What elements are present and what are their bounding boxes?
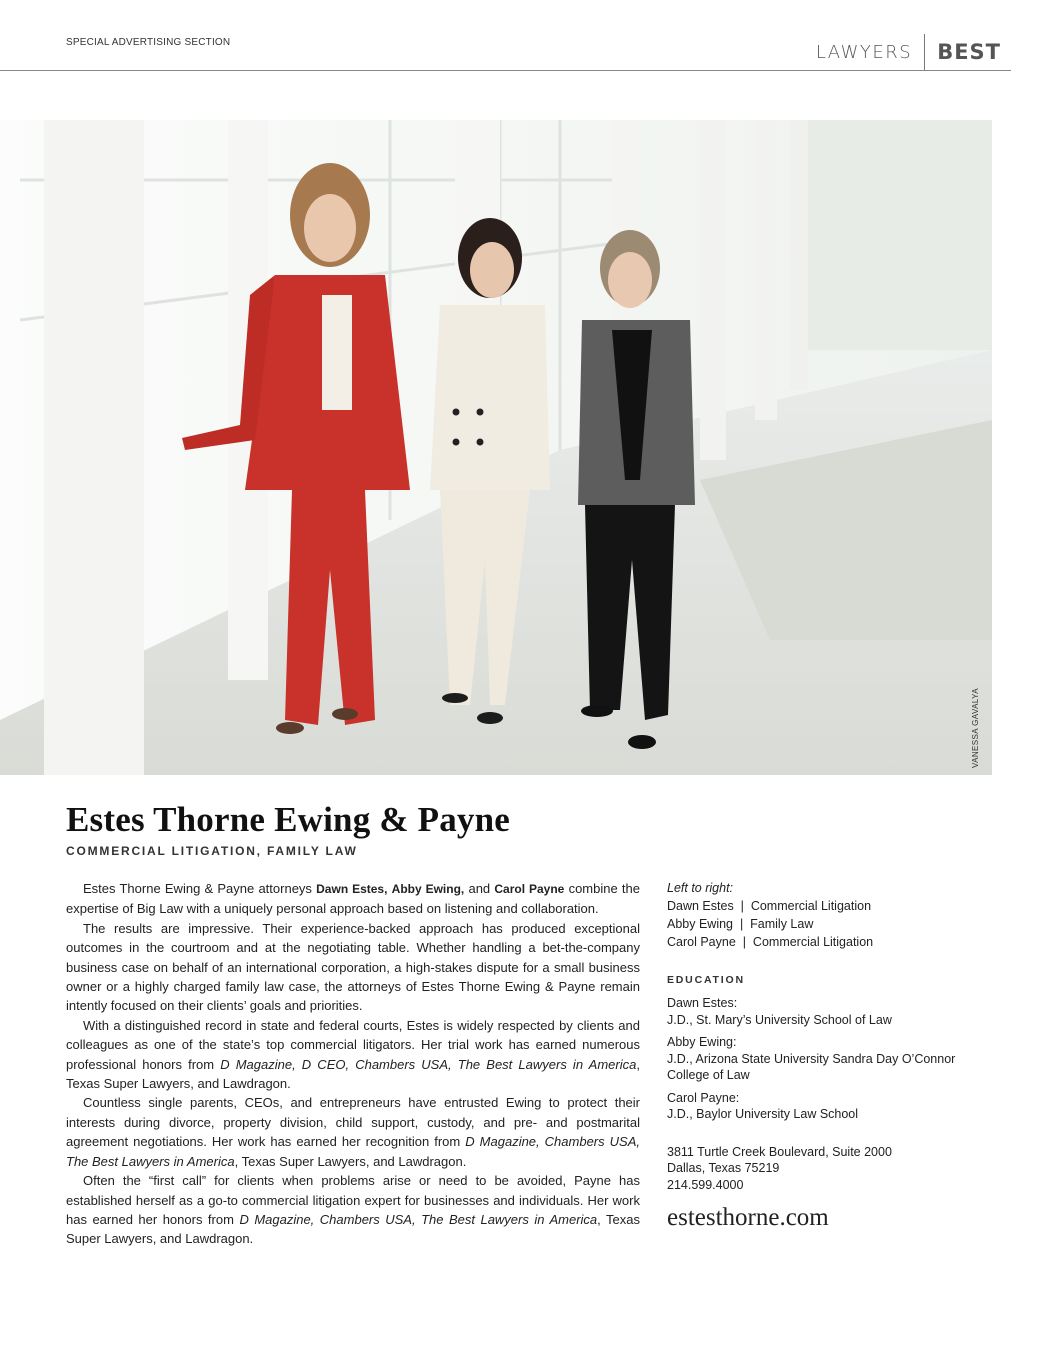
phone-number[interactable]: 214.599.4000 [667,1177,744,1192]
address-city: Dallas, Texas 75219 [667,1161,780,1175]
website-link[interactable]: estesthorne.com [667,1204,829,1231]
practice-areas: COMMERCIAL LITIGATION, FAMILY LAW [66,844,358,858]
photo-illustration [0,120,992,775]
name-dawn-estes: Dawn Estes, [316,882,388,896]
address-street: 3811 Turtle Creek Boulevard, Suite 2000 [667,1144,892,1159]
education-item: Carol Payne: J.D., Baylor University Law School [667,1090,859,1121]
sidebar [667,879,967,1193]
caption-person: Dawn Estes | Commercial Litigation [667,899,872,913]
address-block [667,1144,967,1194]
paragraph-payne: Often the “first call” for clients when problems arise or need to be avoided, Payne has established herself as a go-to commercial litigation expert for businesses and individuals. Her work has earned her honors from D Magazine, Chambers USA, The Best Lawyers in America, Texas Super Lawyers, and Lawdragon. [66,1173,640,1247]
education-heading: EDUCATION [667,974,745,986]
masthead-best: BEST [937,40,1001,64]
attorneys-photo [0,120,992,775]
photo-credit: VANESSA GAVALYA [971,688,980,768]
section-label: SPECIAL ADVERTISING SECTION [66,37,231,48]
name-carol-payne: Carol Payne [494,882,565,896]
article-body [66,879,640,1249]
paragraph-results: The results are impressive. Their experience-backed approach has produced exceptional outcomes in the courtroom and at the negotiating table. Whether handling a bet-the-company business case on behalf of an international corporation, a high-stakes dispute for a small business owner or a highly charged family law case, the attorneys of Estes Thorne Ewing & Payne remain intently focused on their clients’ goals and priorities. [66,920,640,1014]
masthead-lawyers: LAWYERS [815,41,913,63]
paragraph-intro: Estes Thorne Ewing & Payne attorneys Dawn Estes, Abby Ewing, and Carol Payne combine the expertise of Big Law with a uniquely personal approach based on listening and collaboration. [66,881,640,917]
header-rule [0,70,1011,71]
education-item: Dawn Estes: J.D., St. Mary’s University School of Law [667,996,892,1027]
caption-left-to-right: Left to right: [667,881,734,895]
caption-person: Carol Payne | Commercial Litigation [667,935,874,949]
caption-person: Abby Ewing | Family Law [667,917,814,931]
education-item: Abby Ewing: J.D., Arizona State University Sandra Day O’Connor College of Law [667,1035,956,1082]
firm-name: Estes Thorne Ewing & Payne [66,800,511,839]
paragraph-estes: With a distinguished record in state and federal courts, Estes is widely respected by clients and colleagues as one of the state’s top commercial litigators. Her trial work has earned numerous professional honors from D Magazine, D CEO, Chambers USA, The Best Lawyers in America, Texas Super Lawyers, and Lawdragon. [66,1017,640,1092]
masthead [816,34,1001,70]
name-abby-ewing: Abby Ewing, [391,882,465,896]
paragraph-ewing: Countless single parents, CEOs, and entrepreneurs have entrusted Ewing to protect their interests during divorce, property division, child support, custody, and pre- and postmarital agreement negotiations. Her work has earned her recognition from D Magazine, Chambers USA, The Best Lawyers in America, Texas Super Lawyers, and Lawdragon. [66,1095,640,1169]
